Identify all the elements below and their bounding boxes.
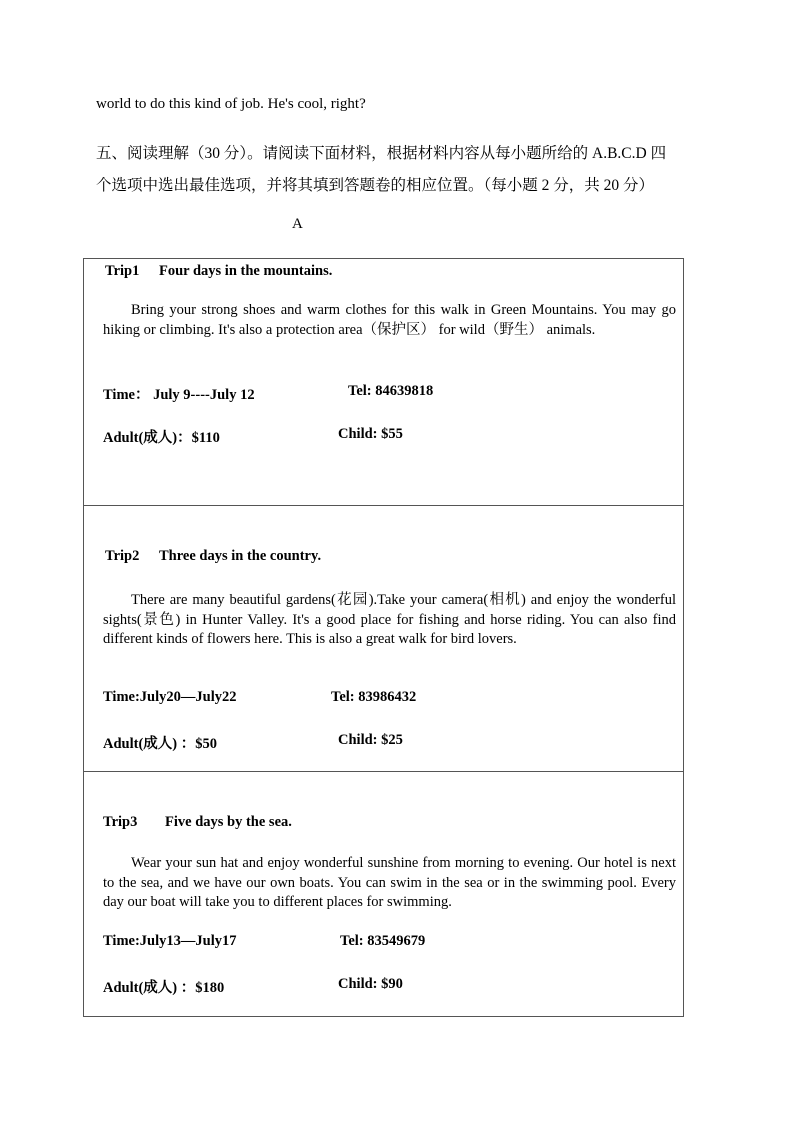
passage-label: A bbox=[292, 216, 303, 232]
trip-description: Wear your sun hat and enjoy wonderful sunshine from morning to evening. Our hotel is next to the sea, and we have our own boats. You can swim in the sea or in the swimming pool. Every day our boat will take you to different places for swimming. bbox=[103, 855, 676, 910]
passage-end-line: world to do this kind of job. He's cool, right? bbox=[96, 96, 366, 112]
trip-number: Trip3 bbox=[103, 814, 138, 830]
trip-name: Three days in the country. bbox=[159, 548, 322, 564]
trip-box-1 bbox=[83, 258, 684, 506]
section-instructions-line-1: 五、阅读理解（30 分）。请阅读下面材料，根据材料内容从每小题所给的 A.B.C.D 四 bbox=[96, 145, 667, 162]
trip-title bbox=[105, 263, 332, 280]
trip-adult-price: Adult(成人) ：$50 bbox=[103, 736, 217, 752]
trip-tel: Tel: 83986432 bbox=[331, 689, 417, 705]
trip-name: Five days by the sea. bbox=[165, 814, 292, 830]
trip-title bbox=[103, 814, 292, 831]
trip-child-price: Child: $55 bbox=[338, 426, 403, 442]
trip-tel: Tel: 83549679 bbox=[340, 933, 426, 949]
trip-child-price: Child: $90 bbox=[338, 976, 403, 992]
trip-time: Time:July20—July22 bbox=[103, 689, 237, 705]
trip-child-price: Child: $25 bbox=[338, 732, 403, 748]
trip-box-2 bbox=[83, 506, 684, 772]
trip-number: Trip1 bbox=[105, 263, 140, 279]
trip-title bbox=[105, 548, 321, 565]
trip-name: Four days in the mountains. bbox=[159, 263, 333, 279]
trip-number: Trip2 bbox=[105, 548, 140, 564]
trip-description: Bring your strong shoes and warm clothes for this walk in Green Mountains. You may go hiking or climbing. It's also a protection area（保护区） for wild（野生） animals. bbox=[103, 302, 676, 338]
trip-adult-price: Adult(成人) ：$180 bbox=[103, 980, 225, 996]
trip-time: Time:July13—July17 bbox=[103, 933, 237, 949]
trip-description: There are many beautiful gardens(花园).Take your camera(相机) and enjoy the wonderful sights(景色) in Hunter Valley. It's a good place for fishing and horse riding. You can also find different kinds of flowers here. This is also a great walk for bird lovers. bbox=[103, 592, 676, 647]
trip-box-3 bbox=[83, 772, 684, 1017]
trip-time: Time： July 9----July 12 bbox=[103, 387, 255, 403]
trip-adult-price: Adult(成人)：$110 bbox=[103, 430, 220, 446]
trip-tel: Tel: 84639818 bbox=[348, 383, 434, 399]
section-instructions-line-2: 个选项中选出最佳选项，并将其填到答题卷的相应位置。（每小题 2 分，共 20 分） bbox=[96, 177, 655, 194]
